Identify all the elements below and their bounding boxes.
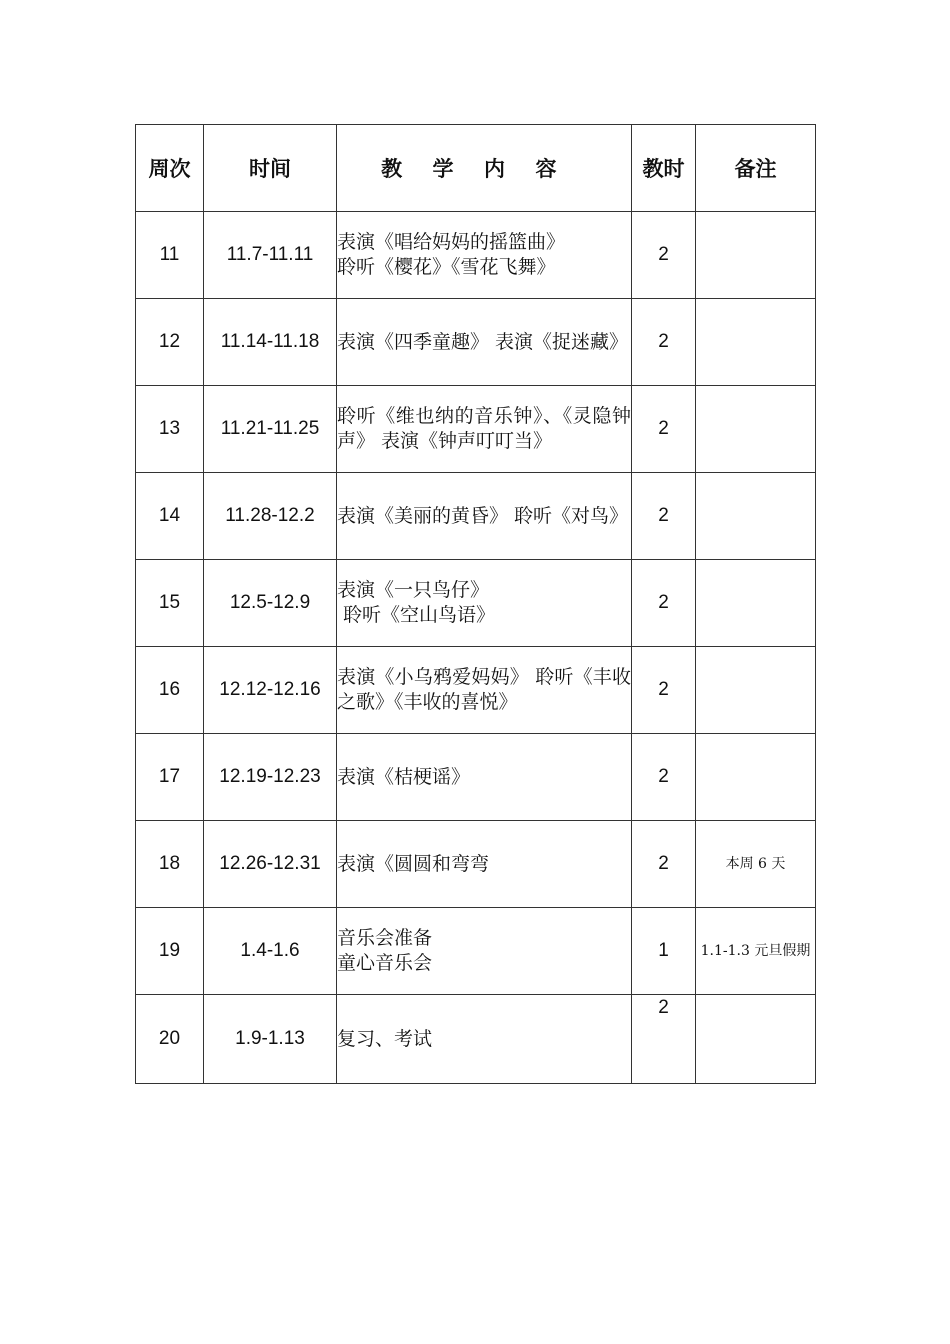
- table-row: [136, 821, 816, 908]
- hours-cell: 2: [632, 473, 696, 560]
- table-row: [136, 299, 816, 386]
- time-cell: 12.5-12.9: [204, 560, 337, 647]
- content-cell: [337, 908, 632, 995]
- content-line: 表演《四季童趣》 表演《捉迷藏》: [337, 330, 629, 353]
- note-cell: 本周 6 天: [696, 821, 816, 908]
- content-cell: [337, 995, 632, 1084]
- time-cell: 11.7-11.11: [204, 212, 337, 299]
- teaching-schedule-table: [135, 124, 816, 1084]
- content-line: 表演《美丽的黄昏》 聆听《对鸟》: [337, 504, 629, 527]
- week-cell: 20: [136, 995, 204, 1084]
- table-row: [136, 386, 816, 473]
- time-cell: 1.4-1.6: [204, 908, 337, 995]
- content-line: 表演《桔梗谣》: [337, 765, 471, 788]
- note-cell: [696, 560, 816, 647]
- hours-cell: 2: [632, 386, 696, 473]
- week-cell: 17: [136, 734, 204, 821]
- content-line: 童心音乐会: [337, 952, 433, 974]
- note-cell: [696, 995, 816, 1084]
- content-line: 复习、考试: [337, 1027, 433, 1050]
- note-cell: [696, 734, 816, 821]
- content-cell: [337, 386, 632, 473]
- week-cell: 13: [136, 386, 204, 473]
- content-cell: [337, 647, 632, 734]
- week-cell: 15: [136, 560, 204, 647]
- table-row: [136, 908, 816, 995]
- table-row: [136, 995, 816, 1084]
- time-cell: 12.26-12.31: [204, 821, 337, 908]
- content-cell: [337, 821, 632, 908]
- hours-cell: 1: [632, 908, 696, 995]
- note-cell: [696, 473, 816, 560]
- content-line: 表演《唱给妈妈的摇篮曲》: [337, 231, 566, 253]
- note-cell: [696, 647, 816, 734]
- table-row: [136, 734, 816, 821]
- header-week: 周次: [136, 125, 204, 212]
- content-line: 聆听《空山鸟语》: [337, 604, 496, 626]
- content-line: 表演《小乌鸦爱妈妈》 聆听《丰收之歌》《丰收的喜悦》: [337, 666, 631, 713]
- note-cell: [696, 212, 816, 299]
- time-cell: 11.28-12.2: [204, 473, 337, 560]
- hours-cell: 2: [632, 734, 696, 821]
- note-cell: [696, 299, 816, 386]
- hours-cell: 2: [632, 995, 696, 1084]
- content-line: 音乐会准备: [337, 927, 433, 949]
- time-cell: 11.14-11.18: [204, 299, 337, 386]
- content-cell: [337, 734, 632, 821]
- time-cell: 12.12-12.16: [204, 647, 337, 734]
- table-row: [136, 473, 816, 560]
- table-row: [136, 560, 816, 647]
- content-line: 聆听《樱花》《雪花飞舞》: [337, 256, 556, 278]
- content-line: 表演《一只鸟仔》: [337, 579, 490, 601]
- hours-cell: 2: [632, 299, 696, 386]
- table-row: [136, 212, 816, 299]
- week-cell: 18: [136, 821, 204, 908]
- header-row: [136, 125, 816, 212]
- header-note: 备注: [696, 125, 816, 212]
- time-cell: 12.19-12.23: [204, 734, 337, 821]
- content-cell: [337, 560, 632, 647]
- time-cell: 11.21-11.25: [204, 386, 337, 473]
- week-cell: 19: [136, 908, 204, 995]
- hours-cell: 2: [632, 560, 696, 647]
- hours-cell: 2: [632, 647, 696, 734]
- content-cell: [337, 299, 632, 386]
- note-cell: [696, 386, 816, 473]
- week-cell: 12: [136, 299, 204, 386]
- header-time: 时间: [204, 125, 337, 212]
- header-hours: 教时: [632, 125, 696, 212]
- content-cell: [337, 473, 632, 560]
- hours-cell: 2: [632, 821, 696, 908]
- week-cell: 14: [136, 473, 204, 560]
- header-content: 教学内容: [337, 125, 632, 212]
- hours-cell: 2: [632, 212, 696, 299]
- week-cell: 11: [136, 212, 204, 299]
- week-cell: 16: [136, 647, 204, 734]
- content-cell: [337, 212, 632, 299]
- time-cell: 1.9-1.13: [204, 995, 337, 1084]
- content-line: 表演《圆圆和弯弯: [337, 852, 490, 875]
- content-line: 聆听《维也纳的音乐钟》、《灵隐钟声》 表演《钟声叮叮当》: [337, 405, 631, 452]
- table-body: [136, 212, 816, 1084]
- table-row: [136, 647, 816, 734]
- note-cell: 1.1-1.3 元旦假期: [696, 908, 816, 995]
